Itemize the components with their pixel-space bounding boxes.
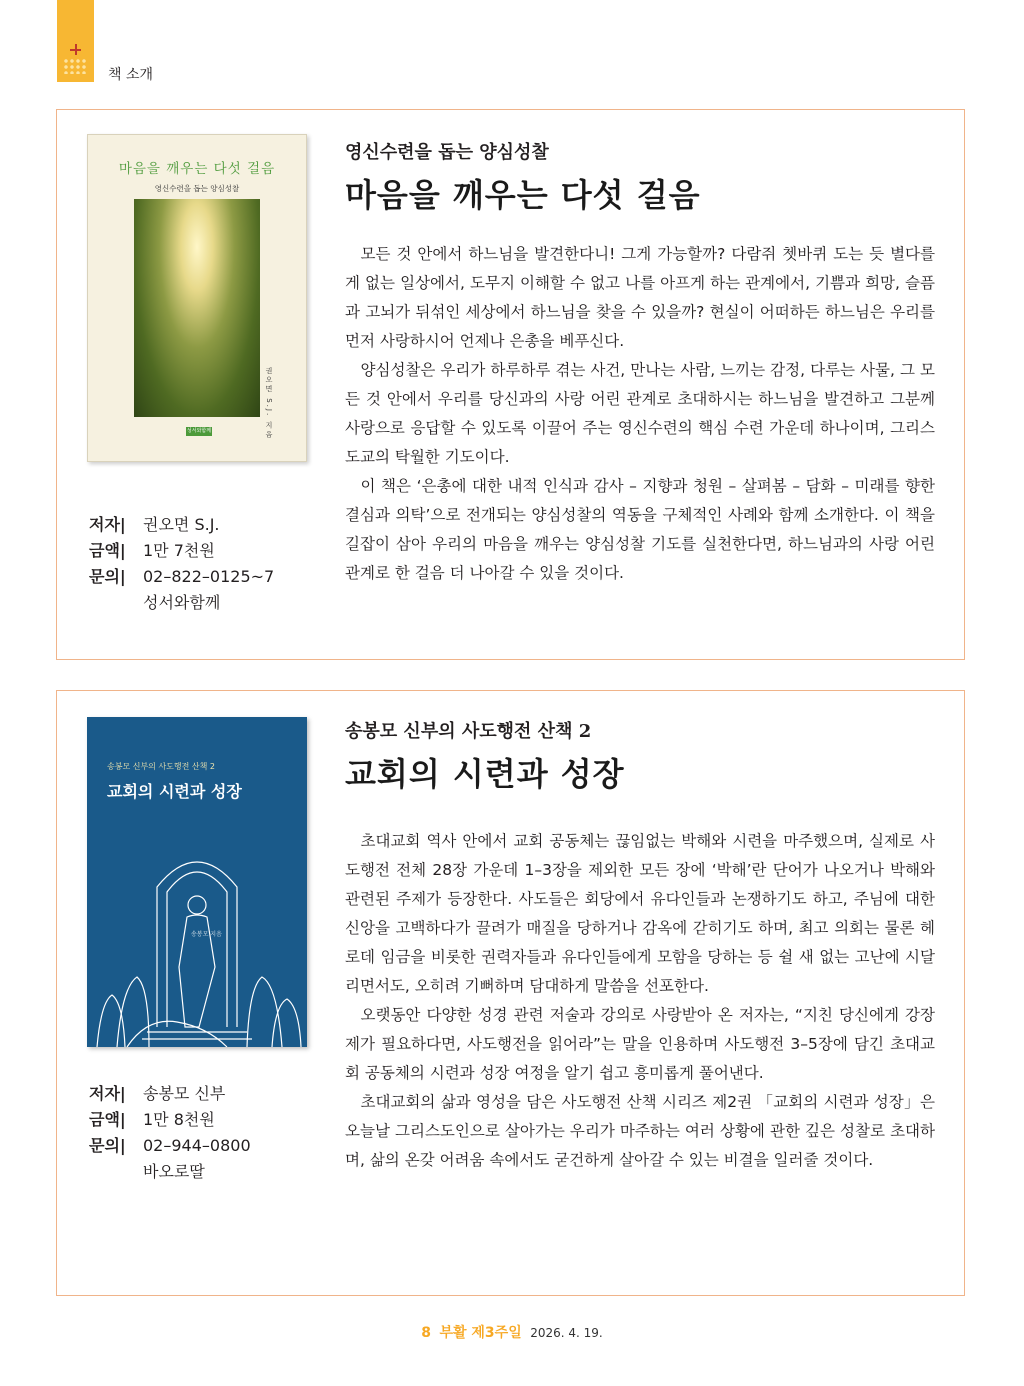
book-description — [345, 240, 935, 588]
paragraph: 모든 것 안에서 하느님을 발견한다니! 그게 가능할까? 다람쥐 쳇바퀴 도는 듯 별다를 게 없는 일상에서, 도무지 이해할 수 없고 나를 아프게 하는 관계에서, 기쁨과 희망, 슬픔과 고뇌가 뒤섞인 세상에서 하느님을 찾을 수 있을까? 현실이 어떠하든 하느님은 우리를 먼저 사랑하시어 언제나 은총을 베푸신다. — [345, 245, 935, 350]
page-number: 8 — [421, 1325, 432, 1341]
paragraph: 오랫동안 다양한 성경 관련 저술과 강의로 사랑받아 온 저자는, “지친 당신에게 강장제가 필요하다면, 사도행전을 읽어라”는 말을 인용하며 사도행전 3–5장에 담긴 초대교회 공동체의 시련과 성장 여정을 알기 쉽고 흥미롭게 풀어낸다. — [345, 1006, 935, 1082]
paragraph: 초대교회의 삶과 영성을 담은 사도행전 산책 시리즈 제2권 「교회의 시련과 성장」은 오늘날 그리스도인으로 살아가는 우리가 마주하는 여러 상황에 관한 깊은 성찰로 초대하며, 삶의 온갖 어려움 속에서도 굳건하게 살아갈 수 있는 비결을 일러줄 것이다. — [345, 1093, 935, 1169]
cross-icon — [70, 44, 81, 55]
info-row-publisher: 바오로딸 — [143, 1162, 205, 1181]
cover-title: 마음을 깨우는 다섯 걸음 — [118, 161, 276, 177]
paragraph: 이 책은 ‘은총에 대한 내적 인식과 감사 – 지향과 청원 – 살펴봄 – 담화 – 미래를 향한 결심과 의탁’으로 전개되는 양심성찰의 역동을 구체적인 사례와 함께 소개한다. 이 책을 길잡이 삼아 우리의 마음을 깨우는 양심성찰 기도를 실천한다면, 하느님과의 사랑 어린 관계로 한 걸음 더 나아갈 수 있을 것이다. — [345, 477, 935, 582]
cover-author: 권오면 S.J. 지음 — [265, 367, 273, 440]
book-info — [89, 512, 274, 616]
info-row-author: 저자| 송봉모 신부 — [89, 1084, 226, 1103]
book-description — [345, 827, 935, 1175]
info-row-author: 저자| 권오면 S.J. — [89, 515, 220, 534]
dots-decoration — [63, 58, 88, 74]
info-row-contact: 문의| 02–944–0800 — [89, 1136, 251, 1155]
paragraph: 양심성찰은 우리가 하루하루 겪는 사건, 만나는 사람, 느끼는 감정, 다루는 사물, 그 모든 것 안에서 우리를 당신과의 사랑 어린 관계로 초대하시는 하느님을 발견하고 그분께 사랑으로 응답할 수 있도록 이끌어 주는 영신수련의 핵심 수련 가운데 하나이며, 그리스도교의 탁월한 기도이다. — [345, 361, 935, 466]
cover-title: 교회의 시련과 성장 — [107, 782, 242, 801]
book-card-2 — [56, 690, 965, 1296]
cover-publisher: 성서와함께 — [186, 428, 212, 434]
paragraph: 초대교회 역사 안에서 교회 공동체는 끊임없는 박해와 시련을 마주했으며, 실제로 사도행전 전체 28장 가운데 1–3장을 제외한 모든 장에 ‘박해’란 단어가 나오거나 박해와 관련된 주제가 등장한다. 사도들은 회당에서 유다인들과 논쟁하기도 하고, 주님에 대한 신앙을 고백하다가 끌려가 매질을 당하거나 감옥에 갇히기도 하며, 최고 의회는 물론 헤로데 임금을 비롯한 권력자들과 유다인들에게 모함을 당하는 등 쉴 새 없는 고난에 시달리면서도, 오히려 기뻐하며 담대하게 말씀을 선포한다. — [345, 832, 935, 995]
book-title: 교회의 시련과 성장 — [345, 755, 625, 793]
book-cover-1 — [87, 134, 307, 462]
section-tab — [57, 0, 94, 82]
cover-author: 송봉모 지음 — [191, 931, 222, 938]
section-label: 책 소개 — [108, 67, 154, 83]
book-cover-2 — [87, 717, 307, 1047]
cover-subtitle: 영신수련을 돕는 양심성찰 — [154, 184, 240, 193]
book-title: 마음을 깨우는 다섯 걸음 — [345, 176, 701, 214]
forest-image — [134, 199, 260, 417]
book-info — [89, 1081, 251, 1185]
book-card-1 — [56, 109, 965, 660]
liturgical-season: 부활 제3주일 — [439, 1325, 522, 1341]
issue-date: 2026. 4. 19. — [530, 1326, 603, 1340]
info-row-price: 금액| 1만 8천원 — [89, 1110, 215, 1129]
page-footer — [0, 1322, 1024, 1342]
info-row-price: 금액| 1만 7천원 — [89, 541, 215, 560]
info-row-publisher: 성서와함께 — [143, 593, 221, 612]
cover-series: 송봉모 신부의 사도행전 산책 2 — [107, 762, 215, 771]
book-subtitle: 송봉모 신부의 사도행전 산책 2 — [345, 721, 592, 742]
book-subtitle: 영신수련을 돕는 양심성찰 — [345, 142, 549, 163]
info-row-contact: 문의| 02–822–0125~7 — [89, 567, 275, 586]
